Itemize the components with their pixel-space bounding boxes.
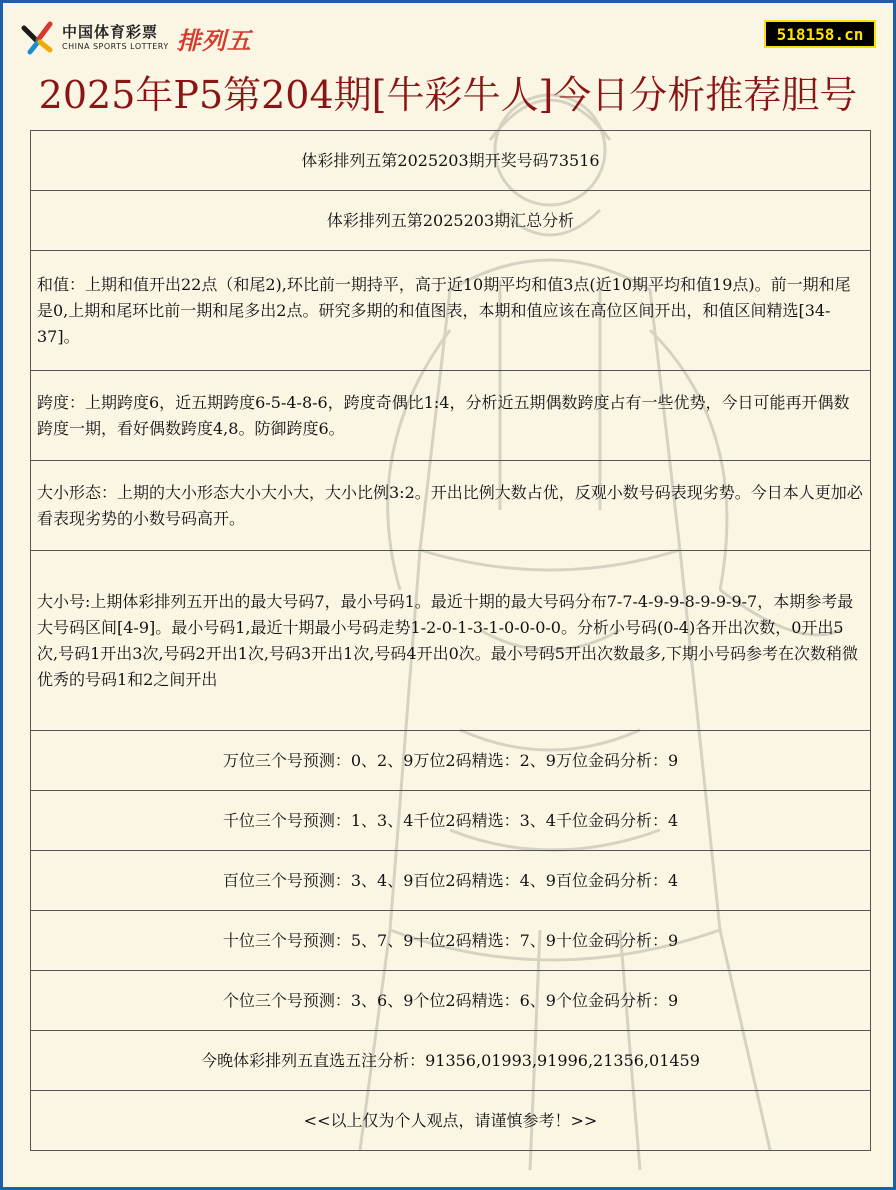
disclaimer-cell: <<以上仅为个人观点，请谨慎参考！>> <box>31 1091 871 1151</box>
table-row <box>31 971 871 1031</box>
draw-result-cell: 体彩排列五第2025203期开奖号码73516 <box>31 131 871 191</box>
table-row <box>31 461 871 551</box>
size-pattern-cell: 大小形态：上期的大小形态大小大小大，大小比例3:2。开出比例大数占优，反观小数号码表现劣势。今日本人更加必看表现劣势的小数号码高开。 <box>31 461 871 551</box>
table-row <box>31 731 871 791</box>
thousands-prediction-cell: 千位三个号预测：1、3、4千位2码精选：3、4千位金码分析：4 <box>31 791 871 851</box>
table-row <box>31 1031 871 1091</box>
table-row <box>31 191 871 251</box>
logo-brand-text: 排列五 <box>176 26 252 55</box>
table-row <box>31 851 871 911</box>
summary-heading-cell: 体彩排列五第2025203期汇总分析 <box>31 191 871 251</box>
table-row <box>31 911 871 971</box>
analysis-table <box>30 130 871 1151</box>
table-row <box>31 371 871 461</box>
lottery-star-icon <box>20 20 56 56</box>
header <box>0 0 896 128</box>
page-title: 2025年P5第204期[牛彩牛人]今日分析推荐胆号 <box>38 73 858 117</box>
units-prediction-cell: 个位三个号预测：3、6、9个位2码精选：6、9个位金码分析：9 <box>31 971 871 1031</box>
table-row <box>31 551 871 731</box>
logo-en-text: CHINA SPORTS LOTTERY <box>62 42 169 51</box>
table-row <box>31 1091 871 1151</box>
ten-thousands-prediction-cell: 万位三个号预测：0、2、9万位2码精选：2、9万位金码分析：9 <box>31 731 871 791</box>
span-analysis-cell: 跨度：上期跨度6，近五期跨度6-5-4-8-6，跨度奇偶比1:4，分析近五期偶数跨度占有一些优势，今日可能再开偶数跨度一期，看好偶数跨度4,8。防御跨度6。 <box>31 371 871 461</box>
table-row <box>31 251 871 371</box>
table-row <box>31 131 871 191</box>
size-number-cell: 大小号:上期体彩排列五开出的最大号码7，最小号码1。最近十期的最大号码分布7-7-4-9-9-8-9-9-9-7，本期参考最大号码区间[4-9]。最小号码1,最近十期最小号码走势1-2-0-1-3-1-0-0-0-0。分析小号码(0-4)各开出次数，0开出5次,号码1开出3次,号码2开出1次,号码3开出1次,号码4开出0次。最小号码5开出次数最多,下期小号码参考在次数稍微优秀的号码1和2之间开出 <box>31 551 871 731</box>
china-sports-lottery-logo <box>20 18 252 58</box>
hundreds-prediction-cell: 百位三个号预测：3、4、9百位2码精选：4、9百位金码分析：4 <box>31 851 871 911</box>
tens-prediction-cell: 十位三个号预测：5、7、9十位2码精选：7、9十位金码分析：9 <box>31 911 871 971</box>
table-row <box>31 791 871 851</box>
logo-cn-text: 中国体育彩票 <box>62 23 159 41</box>
direct-picks-cell: 今晚体彩排列五直选五注分析：91356,01993,91996,21356,01459 <box>31 1031 871 1091</box>
site-badge: 518158.cn <box>764 20 876 48</box>
sum-analysis-cell: 和值：上期和值开出22点（和尾2),环比前一期持平，高于近10期平均和值3点(近10期平均和值19点)。前一期和尾是0,上期和尾环比前一期和尾多出2点。研究多期的和值图表，本期和值应该在高位区间开出，和值区间精选[34-37]。 <box>31 251 871 371</box>
